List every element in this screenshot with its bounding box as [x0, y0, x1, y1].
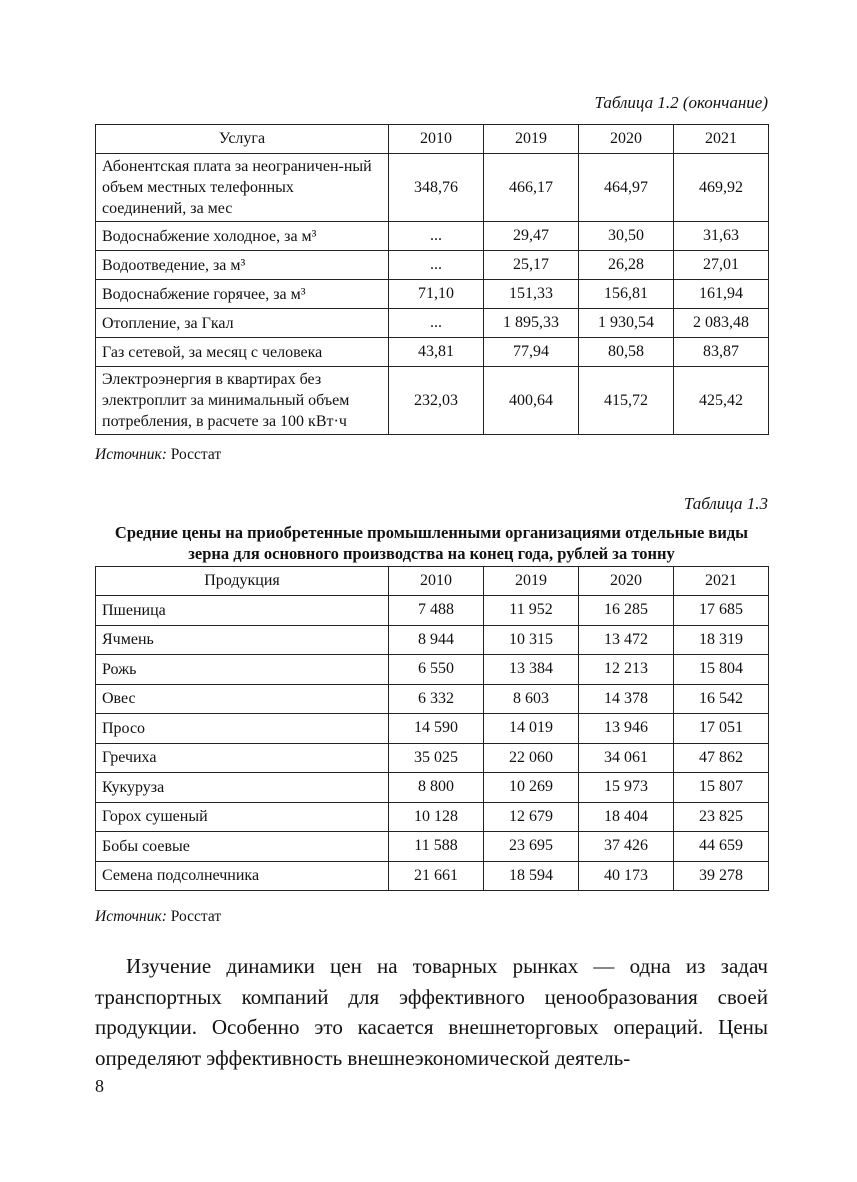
row-label: Абонентская плата за неограничен-ный объем местных телефонных соединений, за мес — [96, 154, 389, 222]
table-row — [96, 684, 769, 714]
cell-value: 22 060 — [484, 743, 579, 773]
cell-value: 10 269 — [484, 773, 579, 803]
cell-value: 8 944 — [389, 625, 484, 655]
cell-value: 8 800 — [389, 773, 484, 803]
source-label: Источник: — [95, 446, 167, 463]
table2-caption: Таблица 1.3 — [683, 494, 768, 513]
table-row — [96, 251, 769, 280]
cell-value: 12 213 — [579, 655, 674, 685]
table-row — [96, 832, 769, 862]
row-label: Гречиха — [96, 743, 389, 773]
cell-value: 464,97 — [579, 154, 674, 222]
cell-value: 348,76 — [389, 154, 484, 222]
cell-value: 14 019 — [484, 714, 579, 744]
cell-value: 35 025 — [389, 743, 484, 773]
cell-value: 71,10 — [389, 280, 484, 309]
row-label: Ячмень — [96, 625, 389, 655]
cell-value: 13 384 — [484, 655, 579, 685]
cell-value: 1 930,54 — [579, 309, 674, 338]
cell-value: 47 862 — [674, 743, 769, 773]
table-row — [96, 222, 769, 251]
cell-value: 23 825 — [674, 802, 769, 832]
table1-header-cell: Услуга — [96, 125, 389, 154]
table-row — [96, 625, 769, 655]
table-row — [96, 309, 769, 338]
table1-header-cell: 2020 — [579, 125, 674, 154]
cell-value: 39 278 — [674, 861, 769, 891]
cell-value: 13 946 — [579, 714, 674, 744]
table2-source — [95, 908, 221, 926]
cell-value: 23 695 — [484, 832, 579, 862]
cell-value: 6 332 — [389, 684, 484, 714]
cell-value: 151,33 — [484, 280, 579, 309]
table-row — [96, 154, 769, 222]
cell-value: 34 061 — [579, 743, 674, 773]
table1-header-cell: 2019 — [484, 125, 579, 154]
table2-header-cell: 2010 — [389, 567, 484, 596]
table2-header-cell: 2021 — [674, 567, 769, 596]
cell-value: 1 895,33 — [484, 309, 579, 338]
row-label: Газ сетевой, за месяц с человека — [96, 338, 389, 367]
source-value: Росстат — [170, 446, 222, 463]
cell-value: 40 173 — [579, 861, 674, 891]
row-label: Водоснабжение горячее, за м³ — [96, 280, 389, 309]
cell-value: 80,58 — [579, 338, 674, 367]
cell-value: 18 594 — [484, 861, 579, 891]
cell-value: 232,03 — [389, 367, 484, 435]
cell-value: 27,01 — [674, 251, 769, 280]
cell-value: 16 285 — [579, 596, 674, 626]
cell-value: 77,94 — [484, 338, 579, 367]
cell-value: 17 685 — [674, 596, 769, 626]
cell-value: 29,47 — [484, 222, 579, 251]
row-label: Горох сушеный — [96, 802, 389, 832]
row-label: Водоотведение, за м³ — [96, 251, 389, 280]
table-row — [96, 714, 769, 744]
table2-header-cell: Продукция — [96, 567, 389, 596]
table-row — [96, 280, 769, 309]
row-label: Водоснабжение холодное, за м³ — [96, 222, 389, 251]
cell-value: 8 603 — [484, 684, 579, 714]
cell-value: 10 315 — [484, 625, 579, 655]
table2-header-cell: 2019 — [484, 567, 579, 596]
table1-header-cell: 2010 — [389, 125, 484, 154]
table1 — [95, 124, 769, 435]
table1-header-cell: 2021 — [674, 125, 769, 154]
table-row — [96, 773, 769, 803]
row-label: Отопление, за Гкал — [96, 309, 389, 338]
row-label: Рожь — [96, 655, 389, 685]
cell-value: 16 542 — [674, 684, 769, 714]
cell-value: 425,42 — [674, 367, 769, 435]
row-label: Электроэнергия в квартирах без электроплит за минимальный объем потребления, в расчете за 100 кВт·ч — [96, 367, 389, 435]
table-row — [96, 802, 769, 832]
cell-value: 17 051 — [674, 714, 769, 744]
table-row — [96, 861, 769, 891]
source-label: Источник: — [95, 908, 167, 925]
table2 — [95, 566, 769, 891]
cell-value: 7 488 — [389, 596, 484, 626]
cell-value: 6 550 — [389, 655, 484, 685]
table2-header-cell: 2020 — [579, 567, 674, 596]
row-label: Просо — [96, 714, 389, 744]
cell-value: 469,92 — [674, 154, 769, 222]
table1-caption: Таблица 1.2 (окончание) — [594, 93, 768, 112]
cell-value: 400,64 — [484, 367, 579, 435]
row-label: Бобы соевые — [96, 832, 389, 862]
cell-value: 18 404 — [579, 802, 674, 832]
cell-value: 15 807 — [674, 773, 769, 803]
cell-value: 11 588 — [389, 832, 484, 862]
cell-value: 26,28 — [579, 251, 674, 280]
row-label: Овес — [96, 684, 389, 714]
cell-value: 13 472 — [579, 625, 674, 655]
cell-value: 30,50 — [579, 222, 674, 251]
cell-value: ... — [389, 309, 484, 338]
cell-value: 37 426 — [579, 832, 674, 862]
cell-value: 10 128 — [389, 802, 484, 832]
table1-source — [95, 446, 221, 464]
cell-value: 44 659 — [674, 832, 769, 862]
cell-value: 14 590 — [389, 714, 484, 744]
cell-value: 31,63 — [674, 222, 769, 251]
cell-value: 415,72 — [579, 367, 674, 435]
cell-value: 15 973 — [579, 773, 674, 803]
table-row — [96, 338, 769, 367]
cell-value: 14 378 — [579, 684, 674, 714]
row-label: Семена подсолнечника — [96, 861, 389, 891]
row-label: Кукуруза — [96, 773, 389, 803]
cell-value: 11 952 — [484, 596, 579, 626]
cell-value: 156,81 — [579, 280, 674, 309]
cell-value: 15 804 — [674, 655, 769, 685]
table-row — [96, 596, 769, 626]
cell-value: 43,81 — [389, 338, 484, 367]
table-row — [96, 743, 769, 773]
row-label: Пшеница — [96, 596, 389, 626]
table1-header-row — [96, 125, 769, 154]
cell-value: 2 083,48 — [674, 309, 769, 338]
cell-value: 161,94 — [674, 280, 769, 309]
cell-value: ... — [389, 222, 484, 251]
cell-value: 466,17 — [484, 154, 579, 222]
source-value: Росстат — [170, 908, 222, 925]
table-row — [96, 367, 769, 435]
cell-value: 12 679 — [484, 802, 579, 832]
table-row — [96, 655, 769, 685]
table2-title: Средние цены на приобретенные промышленными организациями отдельные виды зерна для основного производства на конец года, рублей за тонну — [114, 523, 749, 563]
cell-value: 18 319 — [674, 625, 769, 655]
cell-value: ... — [389, 251, 484, 280]
body-paragraph: Изучение динамики цен на товарных рынках — одна из задач транспортных компаний для эффективного ценообразования своей продукции. Особенно это касается внешнеторговых операций. Цены определяют эффективность внешнеэкономической деятель- — [95, 954, 768, 1070]
cell-value: 83,87 — [674, 338, 769, 367]
table2-header-row — [96, 567, 769, 596]
cell-value: 21 661 — [389, 861, 484, 891]
page-number: 8 — [95, 1076, 104, 1096]
cell-value: 25,17 — [484, 251, 579, 280]
